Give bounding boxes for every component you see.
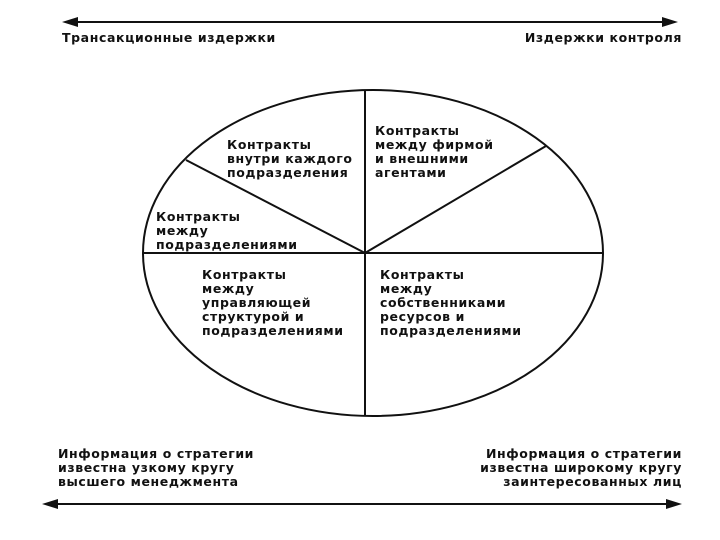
top-right-label: Издержки контроля: [524, 30, 682, 45]
top-double-arrow: [62, 17, 678, 27]
sector-label-management-divisions: Контракты между управляющей структурой и подразделениями: [202, 267, 344, 338]
sector-label-owners-divisions: Контракты между собственниками ресурсов и подразделениями: [380, 267, 522, 338]
sector-label-between-divisions: Контракты между подразделениями: [156, 209, 298, 252]
sector-label-firm-external-agents: Контракты между фирмой и внешними агентами: [375, 123, 494, 180]
sector-label-within-divisions: Контракты внутри каждого подразделения: [227, 137, 353, 180]
top-left-label: Трансакционные издержки: [62, 30, 276, 45]
bottom-double-arrow: [42, 499, 682, 509]
bottom-left-label: Информация о стратегии известна узкому кругу высшего менеджмента: [58, 446, 255, 489]
bottom-right-label: Информация о стратегии известна широкому кругу заинтересованных лиц: [480, 446, 682, 489]
